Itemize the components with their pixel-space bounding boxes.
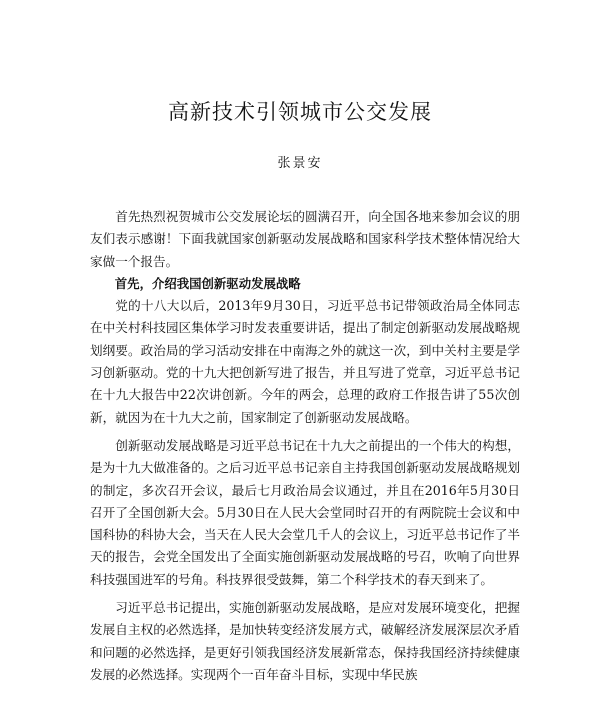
document-body	[90, 206, 520, 686]
section-heading: 首先，介绍我国创新驱动发展战略	[114, 275, 301, 291]
paragraph: 习近平总书记提出，实施创新驱动发展战略，是应对发展环境变化，把握发展自主权的必然选择，是加快转变经济发展方式，破解经济发展深层次矛盾和问题的必然选择，是更好引领我国经济发展新常态，保持我国经济持续健康发展的必然选择。实现两个一百年奋斗目标，实现中华民族	[90, 600, 520, 682]
paragraph: 创新驱动发展战略是习近平总书记在十九大之前提出的一个伟大的构想，是为十九大做准备的。之后习近平总书记亲自主持我国创新驱动发展战略规划的制定，多次召开会议，最后七月政治局会议通过，并且在2016年5月30日召开了全国创新大会。5月30日在人民大会堂同时召开的有两院院士会议和中国科协的科协大会，当天在人民大会堂几千人的会议上，习近平总书记作了半天的报告，会党全国发出了全面实施创新驱动发展战略的号召，吹响了向世界科技强国进军的号角。科技界很受鼓舞，第二个科学技术的春天到来了。	[90, 437, 520, 587]
paragraph: 党的十八大以后，2013年9月30日，习近平总书记带领政治局全体同志在中关村科技园区集体学习时发表重要讲话，提出了制定创新驱动发展战略规划纲要。政治局的学习活动安排在中南海之外的就这一次，到中关村主要是学习创新驱动。党的十九大把创新写进了报告，并且写进了党章，习近平总书记在十九大报告中22次讲创新。今年的两会，总理的政府工作报告讲了55次创新，就因为在十九大之前，国家制定了创新驱动发展战略。	[90, 298, 520, 425]
document-author: 张景安	[277, 156, 323, 171]
document-title: 高新技术引领城市公交发展	[168, 100, 432, 124]
paragraph-intro: 首先热烈祝贺城市公交发展论坛的圆满召开，向全国各地来参加会议的朋友们表示感谢！下面我就国家创新驱动发展战略和国家科学技术整体情况给大家做一个报告。	[90, 209, 520, 269]
